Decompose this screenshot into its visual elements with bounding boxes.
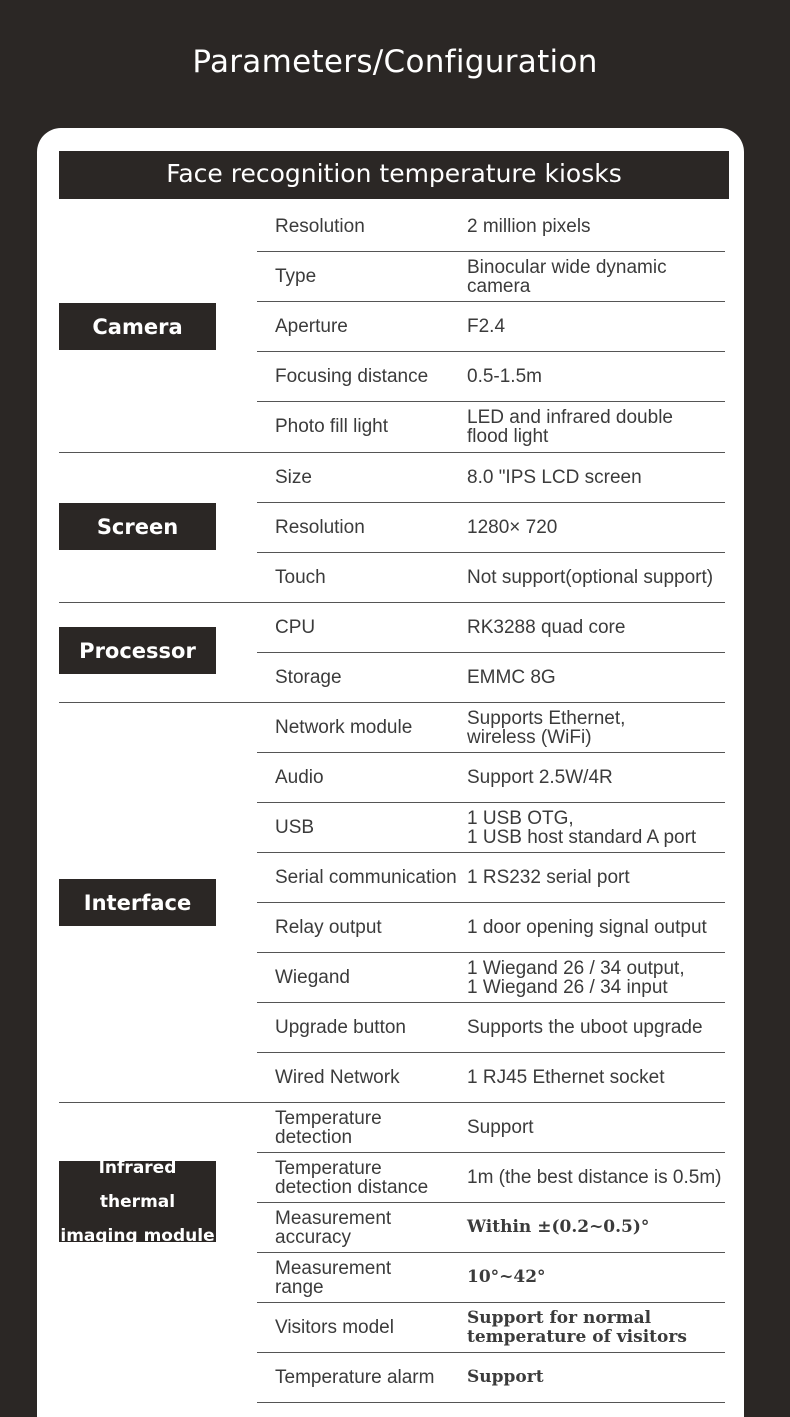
spec-name: Resolution <box>275 517 365 538</box>
spec-name: Measurement range <box>275 1257 392 1298</box>
spec-value: 1 door opening signal output <box>467 917 707 938</box>
spec-name: Measurement accuracy <box>275 1207 392 1248</box>
spec-row <box>257 1353 725 1403</box>
spec-value: EMMC 8G <box>467 667 556 688</box>
spec-value: 1 USB OTG, 1 USB host standard A port <box>467 807 697 848</box>
group-label: Screen <box>59 503 216 550</box>
spec-value: 1 Wiegand 26 / 34 output, 1 Wiegand 26 / 34 input <box>467 957 685 998</box>
spec-name: Type <box>275 266 317 287</box>
spec-value: Binocular wide dynamic camera <box>467 256 667 297</box>
spec-row <box>257 302 725 352</box>
group-camera <box>59 202 725 452</box>
spec-row <box>257 703 725 753</box>
group-label: Infrared thermal imaging module <box>60 1157 215 1246</box>
spec-value: Not support(optional support) <box>467 567 714 588</box>
spec-value: Support for normal temperature of visitors <box>467 1307 687 1347</box>
spec-value: 10°~42° <box>467 1267 546 1287</box>
spec-row <box>257 1203 725 1253</box>
spec-name: CPU <box>275 617 316 638</box>
group-processor <box>59 602 725 702</box>
spec-row <box>257 1103 725 1153</box>
spec-name: Touch <box>275 567 326 588</box>
spec-row <box>257 1253 725 1303</box>
spec-row <box>257 402 725 452</box>
table-title: Face recognition temperature kiosks <box>59 151 729 199</box>
group-label: Interface <box>59 879 216 926</box>
spec-name: Audio <box>275 767 324 788</box>
spec-value: F2.4 <box>467 316 506 337</box>
spec-name: Network module <box>275 717 413 738</box>
spec-row <box>257 453 725 503</box>
spec-row <box>257 903 725 953</box>
group-screen <box>59 452 725 602</box>
group-interface <box>59 702 725 1102</box>
spec-name: Wired Network <box>275 1067 400 1088</box>
spec-name: Aperture <box>275 316 348 337</box>
spec-row <box>257 352 725 402</box>
spec-name: Temperature detection distance <box>275 1157 429 1198</box>
spec-value: 0.5-1.5m <box>467 366 542 387</box>
spec-value: 8.0 "IPS LCD screen <box>467 467 642 488</box>
spec-value: RK3288 quad core <box>467 617 626 638</box>
page-title: Parameters/Configuration <box>192 44 598 80</box>
group-infrared-thermal <box>59 1102 725 1402</box>
spec-value: Supports Ethernet, wireless (WiFi) <box>467 707 626 748</box>
spec-name: USB <box>275 817 315 838</box>
spec-row <box>257 1303 725 1353</box>
spec-name: Storage <box>275 667 342 688</box>
spec-row <box>257 503 725 553</box>
spec-row <box>257 553 725 603</box>
spec-name: Relay output <box>275 917 382 938</box>
spec-row <box>257 853 725 903</box>
spec-row <box>257 202 725 252</box>
spec-row <box>257 1003 725 1053</box>
spec-name: Wiegand <box>275 967 350 988</box>
row-divider <box>257 1402 725 1403</box>
group-label: Camera <box>59 303 216 350</box>
spec-value: Supports the uboot upgrade <box>467 1017 703 1038</box>
spec-name: Photo fill light <box>275 416 389 437</box>
spec-name: Focusing distance <box>275 366 429 387</box>
spec-value: 2 million pixels <box>467 216 591 237</box>
spec-row <box>257 252 725 302</box>
spec-value: LED and infrared double flood light <box>467 406 673 447</box>
spec-value: Within ±(0.2~0.5)° <box>467 1217 650 1237</box>
spec-value: 1 RJ45 Ethernet socket <box>467 1067 665 1088</box>
spec-value: Support <box>467 1367 544 1387</box>
spec-name: Temperature detection <box>275 1107 382 1148</box>
spec-name: Size <box>275 467 312 488</box>
spec-name: Serial communication <box>275 867 457 888</box>
spec-value: Support 2.5W/4R <box>467 767 613 788</box>
spec-name: Temperature alarm <box>275 1367 435 1388</box>
spec-name: Visitors model <box>275 1317 394 1338</box>
spec-row <box>257 603 725 653</box>
spec-value: 1m (the best distance is 0.5m) <box>467 1167 722 1188</box>
spec-row <box>257 753 725 803</box>
spec-value: 1280× 720 <box>467 517 558 538</box>
spec-row <box>257 803 725 853</box>
spec-value: 1 RS232 serial port <box>467 867 630 888</box>
group-label: Processor <box>59 627 216 674</box>
spec-name: Upgrade button <box>275 1017 406 1038</box>
spec-row <box>257 953 725 1003</box>
spec-name: Resolution <box>275 216 365 237</box>
spec-row <box>257 653 725 703</box>
spec-row <box>257 1153 725 1203</box>
spec-row <box>257 1053 725 1103</box>
spec-value: Support <box>467 1117 534 1138</box>
